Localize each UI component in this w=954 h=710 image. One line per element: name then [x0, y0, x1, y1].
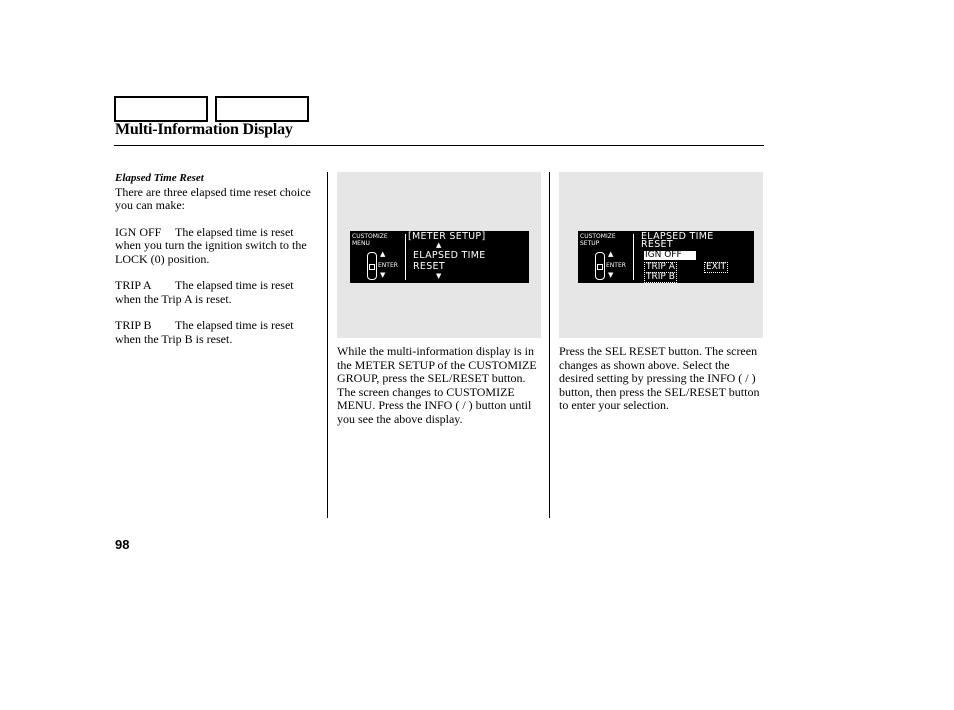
- column-divider-1: [327, 172, 328, 518]
- option-term: IGN OFF: [115, 224, 162, 239]
- option-term: TRIP A: [115, 278, 152, 292]
- up-arrow-icon: ▲: [436, 241, 442, 249]
- title-rule: [114, 145, 764, 146]
- elapsed-time-reset-screen: [578, 231, 754, 283]
- option-ign-off-selected: IGN OFF: [644, 251, 696, 260]
- middle-instructions: While the multi-information display is in the METER SETUP of the CUSTOMIZE GROUP, press the SEL/RESET button. The screen changes to CUSTOMIZE MENU. Press the INFO ( / ) button until you see the above display.: [337, 344, 537, 426]
- right-instructions: Press the SEL RESET button. The screen changes as shown above. Select the desired setting by pressing the INFO ( / ) button, then press the SEL/RESET button to enter your selection.: [559, 344, 760, 412]
- option-ign-off: [115, 226, 315, 267]
- down-arrow-icon: ▼: [608, 271, 614, 279]
- page-title: Multi-Information Display: [115, 121, 293, 138]
- page-number: 98: [115, 537, 130, 552]
- elapsed-time-label: ELAPSED TIME: [641, 231, 714, 242]
- up-arrow-icon: ▲: [380, 250, 386, 258]
- meter-setup-label: [METER SETUP]: [408, 231, 486, 242]
- header-tab-2: [215, 96, 309, 122]
- section-subhead: Elapsed Time Reset: [115, 172, 204, 184]
- option-trip-a: TRIP A: [646, 262, 675, 272]
- option-exit: EXIT: [706, 262, 727, 272]
- knob-button-icon: [597, 264, 603, 270]
- option-desc: The elapsed time is reset when the Trip B is reset.: [115, 318, 294, 346]
- screen-separator: [405, 234, 406, 280]
- option-desc: The elapsed time is reset when you turn the ignition switch to the LOCK (0) position.: [115, 224, 307, 266]
- enter-label: ENTER: [378, 262, 398, 269]
- menu-label: CUSTOMIZE SETUP: [580, 233, 616, 247]
- reset-label: RESET: [641, 239, 673, 250]
- left-column: [115, 172, 315, 359]
- screen-separator: [633, 234, 634, 280]
- option-trip-b: [115, 319, 315, 346]
- elapsed-time-label: ELAPSED TIME: [413, 250, 486, 261]
- enter-label: ENTER: [606, 262, 626, 269]
- reset-label: RESET: [413, 261, 445, 272]
- option-trip-a: [115, 279, 315, 306]
- up-arrow-icon: ▲: [608, 250, 614, 258]
- option-term: TRIP B: [115, 318, 152, 332]
- option-trip-b: TRIP B: [646, 272, 675, 282]
- down-arrow-icon: ▼: [436, 272, 442, 280]
- customize-menu-screen: [350, 231, 529, 283]
- knob-button-icon: [369, 264, 375, 270]
- down-arrow-icon: ▼: [380, 271, 386, 279]
- menu-label: CUSTOMIZE MENU: [352, 233, 388, 247]
- option-desc: The elapsed time is reset when the Trip A is reset.: [115, 278, 294, 306]
- intro-text: There are three elapsed time reset choice you can make:: [115, 184, 311, 212]
- column-divider-2: [549, 172, 550, 518]
- header-tab-1: [114, 96, 208, 122]
